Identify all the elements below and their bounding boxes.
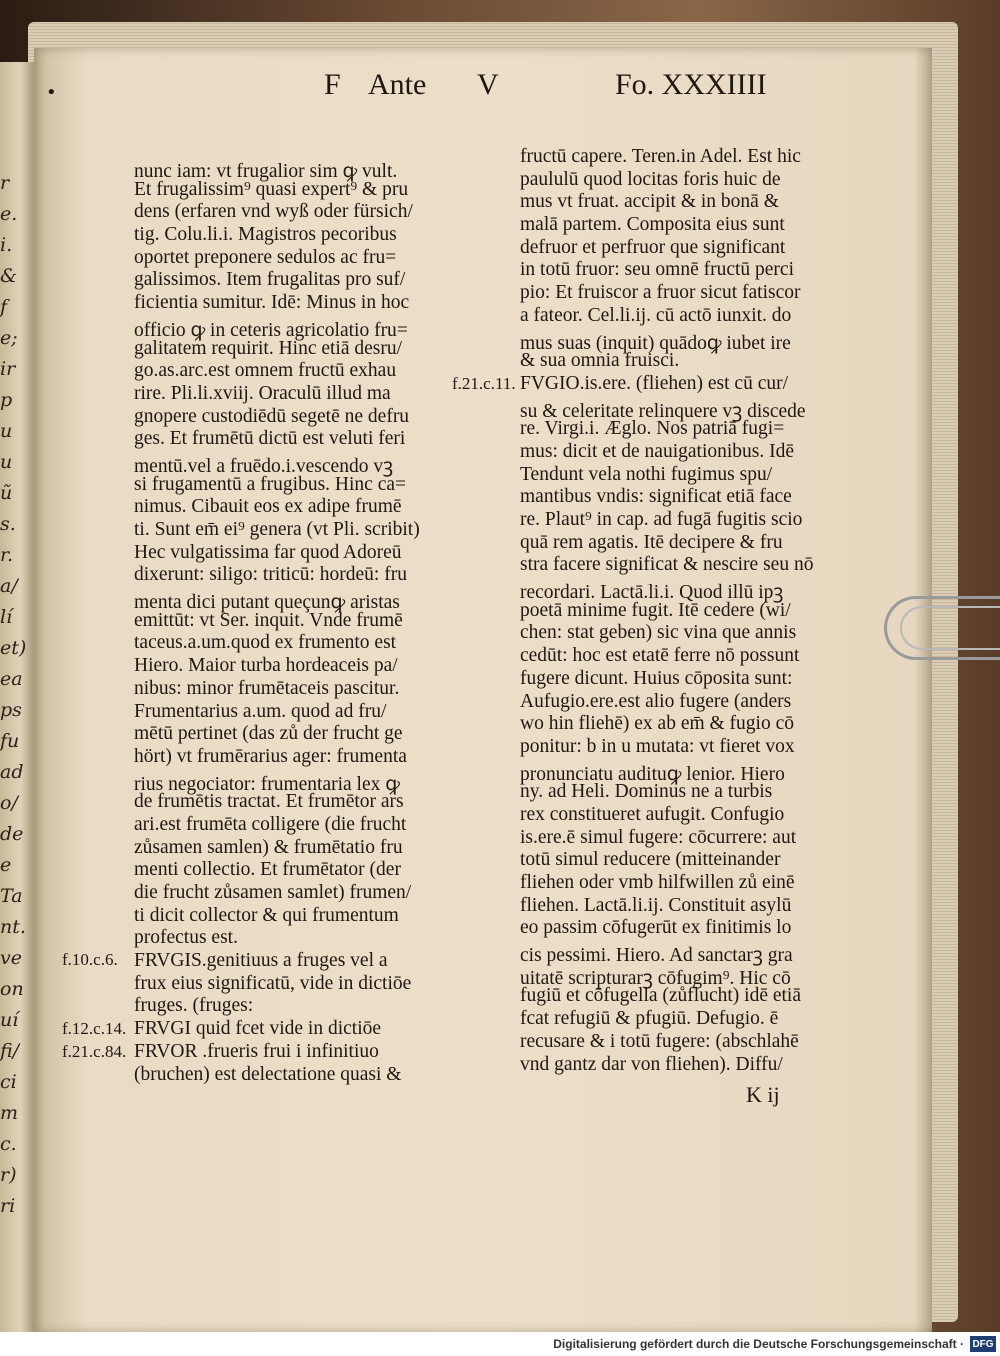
text-line: gnopere custodiēdū segetē ne defru [134, 405, 410, 427]
text-line: Hec vulgatissima far quod Adoreū [134, 541, 402, 563]
text-line: menta dici putant queçunꝙ aristas [134, 592, 400, 614]
text-line: ti. Sunt em̄ ei⁹ genera (vt Pli. scribit) [134, 519, 420, 540]
left-page-fragment: u [0, 451, 13, 473]
text-line: ges. Et frumētū dictū est veluti feri [134, 428, 406, 450]
text-line: re. Virgi.i. Æglo. Nos patriā fugi= [520, 418, 785, 440]
text-line: fliehen oder vmb hilfwillen zů einē [520, 872, 795, 893]
text-line: FRVGIS.genitiuus a fruges vel a [134, 950, 388, 972]
text-line: (bruchen) est delectatione quasi & [134, 1063, 402, 1085]
text-line: poetā minime fugit. Itē cedere (wi/ [520, 599, 791, 621]
header-folio: Fo. XXXIIII [615, 68, 767, 101]
margin-note-right-1: f.21.c.11. [452, 374, 516, 393]
text-line: frux eius significatū, vide in dictiōe [134, 972, 412, 994]
left-page-fragment: ps [0, 699, 22, 721]
text-line: dixerunt: siligo: triticū: hordeū: fru [134, 564, 407, 586]
text-line: is.ere.ē simul fugere: cōcurrere: aut [520, 826, 797, 848]
left-page-fragment: & [0, 265, 17, 287]
left-page-fragment: Ta [0, 885, 23, 907]
text-line: officio ꝙ in ceteris agricolatio fru= [134, 319, 408, 341]
footer-bar [0, 1332, 1000, 1356]
text-line: Tendunt vela nothi fugimus spu/ [520, 463, 773, 485]
text-line: cedūt: hoc est etatē ferre nō possunt [520, 645, 800, 667]
left-page-fragment: de [0, 823, 24, 845]
page-shadow [914, 48, 932, 1332]
text-line: menti collectio. Et frumētator (der [134, 859, 401, 881]
text-line: mētū pertinet (das zů der frucht ge [134, 723, 403, 745]
text-line: ny. ad Heli. Dominus ne a turbis [520, 781, 773, 803]
left-page-fragment: e. [0, 203, 18, 225]
text-line: Hiero. Maior turba hordeaceis pa/ [134, 655, 398, 677]
text-line: mus vt fruat. accipit & in bonā & [520, 191, 779, 213]
text-line: oportet preponere sedulos ac fru= [134, 246, 397, 268]
text-line: FRVGI quid fcet vide in dictiōe [134, 1018, 382, 1040]
text-line: rius negociator: frumentaria lex ꝙ [134, 773, 400, 795]
left-page-fragment: e; [0, 327, 18, 349]
text-line: a fateor. Cel.li.ij. cū actō iunxit. do [520, 304, 792, 326]
dfg-logo: DFG [970, 1336, 996, 1352]
left-page-margin [0, 62, 34, 1332]
text-line: zůsamen samlen) & frumētatio fru [134, 836, 403, 858]
left-page-fragment: lí [0, 606, 13, 628]
text-line: ponitur: b in u mutata: vt fieret vox [520, 735, 795, 757]
left-page-fragment: p [0, 389, 13, 411]
text-line: die frucht zůsamen samlet) frumen/ [134, 882, 412, 903]
text-line: totū simul reducere (mitteinander [520, 849, 781, 871]
text-line: taceus.a.um.quod ex frumento est [134, 632, 397, 654]
text-line: paululū quod locitas foris huic de [520, 168, 781, 190]
text-line: profectus est. [134, 927, 238, 949]
signature-mark: K ij [746, 1082, 780, 1107]
text-line: su & celeritate relinquere vꝫ discede [520, 400, 806, 422]
left-page-fragment: ad [0, 761, 24, 783]
left-page-fragment: a/ [0, 575, 18, 597]
text-line: ficientia sumitur. Idē: Minus in hoc [134, 292, 410, 314]
text-line: si frugamentū a frugibus. Hinc ca= [134, 473, 407, 495]
left-page-fragment: fu [0, 730, 20, 752]
text-line: recusare & i totū fugere: (abschlahē [520, 1030, 799, 1052]
text-line: mentū.vel a fruēdo.i.vescendo vꝫ [134, 455, 394, 477]
footer-credit: Digitalisierung gefördert durch die Deutsche Forschungsgemeinschaft · [553, 1337, 964, 1351]
left-page-fragment: ri [0, 1195, 16, 1217]
right-text-column [520, 146, 836, 1076]
left-page-fragment: on [0, 978, 24, 1000]
text-line: dens (erfaren vnd wyß oder fürsich/ [134, 201, 413, 223]
left-page-fragment: et) [0, 637, 27, 659]
header-word: Ante [368, 68, 427, 101]
text-line: ti dicit collector & qui frumentum [134, 904, 399, 926]
left-text-column [134, 156, 452, 1086]
text-line: mus: dicit et de nauigationibus. Idē [520, 440, 795, 462]
left-page-fragment: fi/ [0, 1040, 20, 1062]
text-line: malā partem. Composita eius sunt [520, 214, 785, 236]
left-page-fragment: r. [0, 544, 14, 566]
text-line: defruor et perfruor que significant [520, 236, 786, 258]
text-line: Et frugalissim⁹ quasi expert⁹ & pru [134, 178, 409, 200]
left-page-fragment: u [0, 420, 13, 442]
text-line: quā rem agatis. Itē decipere & fru [520, 531, 783, 553]
margin-note-left-2: f.12.c.14. [62, 1019, 127, 1038]
header-letter-right: V [477, 68, 499, 101]
text-line: wo hin fliehē) ex ab em̄ & fugio cō [520, 713, 794, 735]
left-page-fragment: f [0, 296, 8, 318]
left-page-fragment: uí [0, 1009, 19, 1031]
text-line: stra facere significat & nescire seu nō [520, 554, 814, 576]
margin-note-left-1: f.10.c.6. [62, 950, 118, 969]
text-line: FVGIO.is.ere. (fliehen) est cū cur/ [520, 372, 789, 394]
left-page-fragment: ea [0, 668, 23, 690]
text-line: cis pessimi. Hiero. Ad sanctarꝫ gra [520, 945, 793, 967]
text-line: fliehen. Lactā.li.ij. Constituit asylū [520, 894, 792, 916]
margin-note-left-3: f.21.c.84. [62, 1042, 127, 1061]
text-line: eo passim cōfugerūt ex finitimis lo [520, 917, 792, 939]
text-line: fruges. (fruges: [134, 995, 254, 1017]
text-line: recordari. Lactā.li.i. Quod illū ipꝫ [520, 582, 784, 604]
left-page-fragment: ũ [0, 482, 13, 504]
text-line: & sua omnia fruisci. [520, 350, 680, 372]
left-page-fragment: o/ [0, 792, 18, 814]
text-line: fugere dicunt. Huius cōposita sunt: [520, 667, 793, 689]
text-line: nimus. Cibauit eos ex adipe frumē [134, 496, 402, 518]
text-line: galitatem requirit. Hinc etiā desru/ [134, 337, 403, 359]
left-page-fragment: c. [0, 1133, 17, 1155]
text-line: Aufugio.ere.est alio fugere (anders [520, 690, 792, 712]
text-line: galissimos. Item frugalitas pro suf/ [134, 269, 406, 291]
text-line: nibus: minor frumētaceis pascitur. [134, 677, 400, 699]
left-page-fragment: r) [0, 1164, 17, 1186]
text-line: chen: stat geben) sic vina que annis [520, 622, 797, 644]
text-line: pronunciatu audituꝙ lenior. Hiero [520, 763, 785, 785]
text-line: mantibus vndis: significat etiā face [520, 486, 792, 508]
header-letter-left: F [324, 68, 341, 101]
text-line: de frumētis tractat. Et frumētor ars [134, 791, 404, 813]
page-mark: • [46, 82, 57, 103]
text-line: in totū fruor: seu omnē fructū perci [520, 259, 794, 281]
left-page-fragment: i. [0, 234, 13, 256]
left-page-fragment: s. [0, 513, 16, 535]
text-line: rex constitueret aufugit. Confugio [520, 803, 785, 825]
text-line: uitatē scripturarꝫ cōfugim⁹. Hic cō [520, 967, 791, 989]
left-page-fragment: ci [0, 1071, 17, 1093]
text-line: pio: Et fruiscor a fruor sicut fatiscor [520, 282, 801, 304]
text-line: rire. Pli.li.xviij. Oraculū illud ma [134, 382, 391, 404]
text-line: mus suas (inquit) quādoꝙ iubet ire [520, 332, 791, 354]
left-page-fragment: m [0, 1102, 19, 1124]
paper-clip-inner [900, 606, 1000, 650]
left-page-fragment: e [0, 854, 12, 876]
text-line: fructū capere. Teren.in Adel. Est hic [520, 146, 801, 167]
text-line: ari.est frumēta colligere (die frucht [134, 813, 407, 835]
text-line: re. Plaut⁹ in cap. ad fugā fugitis scio [520, 509, 803, 530]
text-line: emittūt: vt Ser. inquit. Vnde frumē [134, 609, 403, 631]
left-page-fragment: nt. [0, 916, 26, 938]
text-line: tig. Colu.li.i. Magistros pecoribus [134, 224, 397, 246]
text-line: nunc iam: vt frugalior sim ꝙ vult. [134, 161, 398, 182]
left-page-fragment: r [0, 172, 10, 194]
left-page-fragment: ir [0, 358, 16, 380]
text-line: go.as.arc.est omnem fructū exhau [134, 360, 397, 382]
text-line: FRVOR .frueris frui i infinitiuo [134, 1040, 379, 1062]
left-page-fragment: ve [0, 947, 22, 969]
text-line: hört) vt frumērarius ager: frumenta [134, 745, 407, 767]
text-line: vnd gantz dar von fliehen). Diffu/ [520, 1053, 783, 1075]
text-line: fugiū et cōfugella (zůflucht) idē etiā [520, 985, 801, 1007]
text-line: Frumentarius a.um. quod ad fru/ [134, 700, 387, 722]
text-line: fcat refugiū & pfugiū. Defugio. ē [520, 1008, 779, 1030]
